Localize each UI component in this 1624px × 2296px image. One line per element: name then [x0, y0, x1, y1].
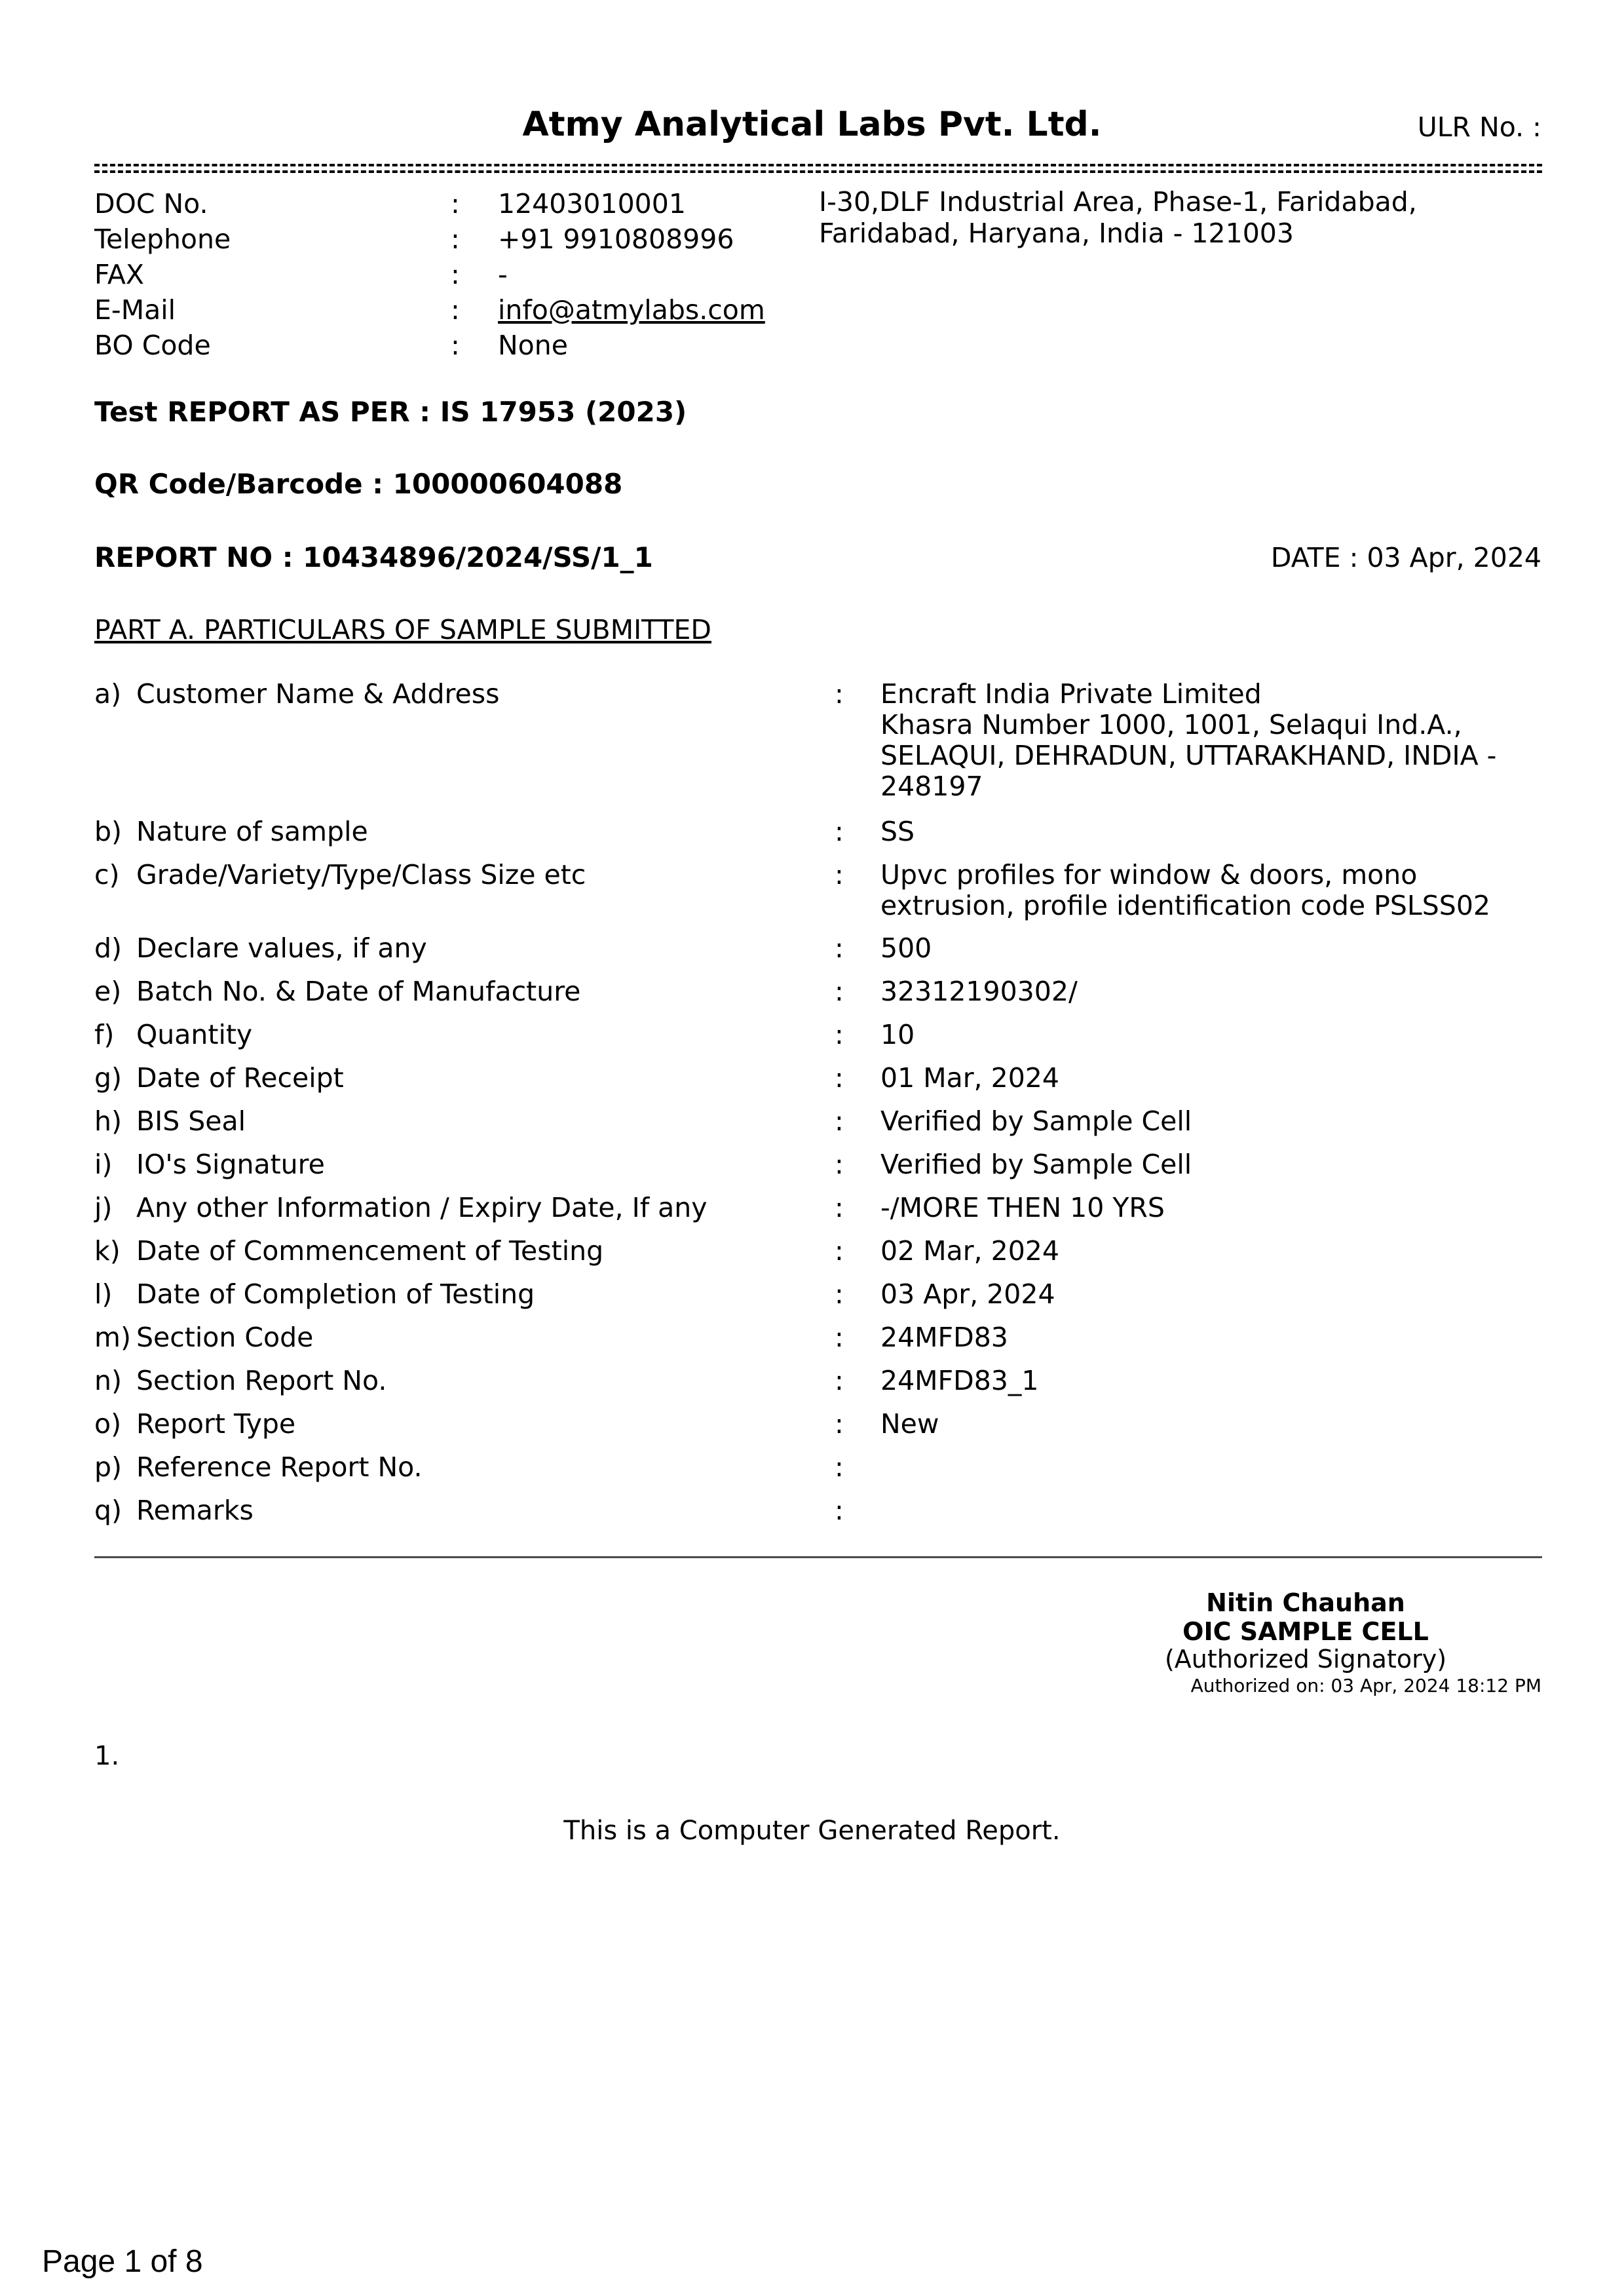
row-letter: o): [94, 1408, 122, 1440]
row-letter: g): [94, 1062, 123, 1094]
row-value: -/MORE THEN 10 YRS: [880, 1192, 1165, 1223]
row-separator: :: [835, 976, 844, 1007]
row-label: Grade/Variety/Type/Class Size etc: [136, 859, 586, 890]
row-letter: e): [94, 976, 122, 1007]
row-value: 24MFD83_1: [880, 1365, 1039, 1396]
row-letter: k): [94, 1235, 121, 1267]
contact-separator: :: [451, 188, 460, 220]
contact-row-telephone: [94, 221, 815, 257]
row-separator: :: [835, 1149, 844, 1180]
row-letter: m): [94, 1322, 131, 1353]
row-separator: :: [835, 1105, 844, 1137]
section-divider: [94, 1556, 1542, 1558]
row-separator: :: [835, 1192, 844, 1223]
contact-separator: :: [451, 223, 460, 255]
row-separator: :: [835, 1062, 844, 1094]
row-value: New: [880, 1408, 939, 1440]
row-value: SS: [880, 816, 915, 847]
computer-generated-note: This is a Computer Generated Report.: [563, 1816, 1061, 1846]
row-letter: i): [94, 1149, 113, 1180]
row-separator: :: [835, 1322, 844, 1353]
contact-label: FAX: [94, 259, 144, 290]
page-number: Page 1 of 8: [42, 2244, 203, 2279]
row-label: Any other Information / Expiry Date, If any: [136, 1192, 708, 1223]
row-letter: b): [94, 816, 123, 847]
row-separator: :: [835, 859, 844, 890]
contact-separator: :: [451, 330, 460, 361]
row-letter: j): [94, 1192, 113, 1223]
row-value: 32312190302/: [880, 976, 1078, 1007]
row-label: BIS Seal: [136, 1105, 246, 1137]
row-label: Reference Report No.: [136, 1451, 423, 1483]
email-link[interactable]: info@atmylabs.com: [498, 294, 765, 326]
row-separator: :: [835, 1278, 844, 1310]
test-standard: Test REPORT AS PER : IS 17953 (2023): [94, 396, 687, 428]
authorized-timestamp: Authorized on: 03 Apr, 2024 18:12 PM: [1190, 1675, 1541, 1696]
row-label: Nature of sample: [136, 816, 368, 847]
contact-value: None: [498, 330, 568, 361]
contact-separator: :: [451, 294, 460, 326]
row-separator: :: [835, 678, 844, 710]
row-separator: :: [835, 1235, 844, 1267]
contact-value: -: [498, 259, 508, 290]
row-value: 24MFD83: [880, 1322, 1008, 1353]
ulr-label: ULR No. :: [1417, 111, 1541, 143]
qr-code-number: QR Code/Barcode : 100000604088: [94, 468, 623, 500]
row-value: 03 Apr, 2024: [880, 1278, 1055, 1310]
row-label: Section Report No.: [136, 1365, 387, 1396]
row-letter: n): [94, 1365, 122, 1396]
row-separator: :: [835, 1451, 844, 1483]
row-label: IO's Signature: [136, 1149, 325, 1180]
row-letter: c): [94, 859, 120, 890]
part-a-title: PART A. PARTICULARS OF SAMPLE SUBMITTED: [94, 614, 711, 645]
row-value: Verified by Sample Cell: [880, 1149, 1192, 1180]
row-value: 02 Mar, 2024: [880, 1235, 1059, 1267]
report-number: REPORT NO : 10434896/2024/SS/1_1: [94, 541, 653, 573]
row-value: 01 Mar, 2024: [880, 1062, 1059, 1094]
contact-label: E-Mail: [94, 294, 176, 326]
contact-row-bo-code: [94, 328, 815, 363]
row-value: Encraft India Private Limited Khasra Number 1000, 1001, Selaqui Ind.A., SELAQUI, DEHRADUN, UTTARAKHAND, INDIA - 248197: [880, 678, 1497, 802]
contact-value: 12403010001: [498, 188, 686, 220]
row-value: 500: [880, 932, 932, 964]
row-label: Date of Completion of Testing: [136, 1278, 535, 1310]
row-label: Section Code: [136, 1322, 314, 1353]
report-date: DATE : 03 Apr, 2024: [1270, 542, 1541, 573]
row-letter: h): [94, 1105, 122, 1137]
header-dashed-divider: [94, 164, 1542, 173]
contact-row-fax: [94, 257, 815, 292]
row-letter: f): [94, 1019, 115, 1050]
row-label: Customer Name & Address: [136, 678, 500, 710]
row-label: Declare values, if any: [136, 932, 427, 964]
row-label: Date of Commencement of Testing: [136, 1235, 604, 1267]
row-letter: p): [94, 1451, 123, 1483]
signatory-name: Nitin Chauhan: [1206, 1588, 1405, 1617]
signatory-note: (Authorized Signatory): [1164, 1645, 1447, 1674]
row-letter: a): [94, 678, 122, 710]
row-separator: :: [835, 1019, 844, 1050]
row-value: Upvc profiles for window & doors, mono extrusion, profile identification code PSLSS02: [880, 859, 1490, 921]
row-label: Report Type: [136, 1408, 296, 1440]
company-name: Atmy Analytical Labs Pvt. Ltd.: [522, 105, 1102, 144]
contact-row-email: [94, 292, 815, 328]
contact-label: BO Code: [94, 330, 211, 361]
row-separator: :: [835, 1408, 844, 1440]
row-value: 10: [880, 1019, 915, 1050]
note-number: 1.: [94, 1741, 120, 1771]
contact-separator: :: [451, 259, 460, 290]
row-label: Remarks: [136, 1495, 254, 1526]
contact-row-doc-no: [94, 186, 815, 221]
row-value: Verified by Sample Cell: [880, 1105, 1192, 1137]
row-letter: d): [94, 932, 123, 964]
row-separator: :: [835, 1365, 844, 1396]
row-separator: :: [835, 1495, 844, 1526]
row-separator: :: [835, 816, 844, 847]
contact-value: +91 9910808996: [498, 223, 734, 255]
signatory-role: OIC SAMPLE CELL: [1182, 1617, 1429, 1646]
row-label: Quantity: [136, 1019, 253, 1050]
contact-label: Telephone: [94, 223, 231, 255]
row-separator: :: [835, 932, 844, 964]
contact-label: DOC No.: [94, 188, 208, 220]
row-label: Date of Receipt: [136, 1062, 344, 1094]
lab-address: I-30,DLF Industrial Area, Phase-1, Faridabad, Faridabad, Haryana, India - 121003: [819, 186, 1417, 249]
row-letter: q): [94, 1495, 123, 1526]
row-label: Batch No. & Date of Manufacture: [136, 976, 581, 1007]
row-letter: l): [94, 1278, 113, 1310]
